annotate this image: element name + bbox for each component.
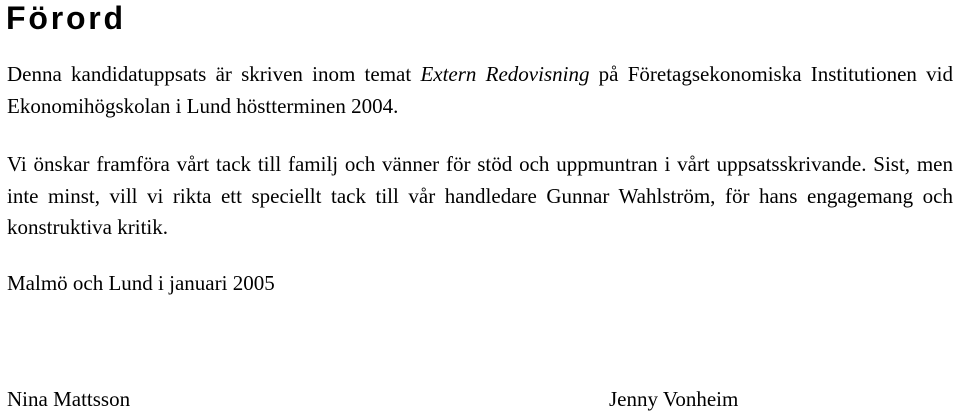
page-title: Förord	[6, 0, 126, 36]
intro-text-start: Denna kandidatuppsats är skriven inom temat	[7, 62, 421, 86]
signature-author-2: Jenny Vonheim	[609, 387, 739, 411]
signature-author-1: Nina Mattsson	[7, 387, 131, 411]
place-date: Malmö och Lund i januari 2005	[7, 271, 275, 295]
thanks-paragraph: Vi önskar framföra vårt tack till familj och vänner för stöd och uppmuntran i vårt uppsatsskrivande. Sist, men inte minst, vill vi rikta ett speciellt tack till vår handledare Gunnar Wahlström, för hans engagemang och konstruktiva kritik.	[7, 152, 953, 239]
intro-paragraph	[7, 59, 953, 122]
intro-text-end: på Företagsekonomiska Institutionen vid Ekonomihögskolan i Lund höstterminen 2004.	[7, 62, 953, 118]
theme-name: Extern Redovisning	[420, 62, 590, 86]
